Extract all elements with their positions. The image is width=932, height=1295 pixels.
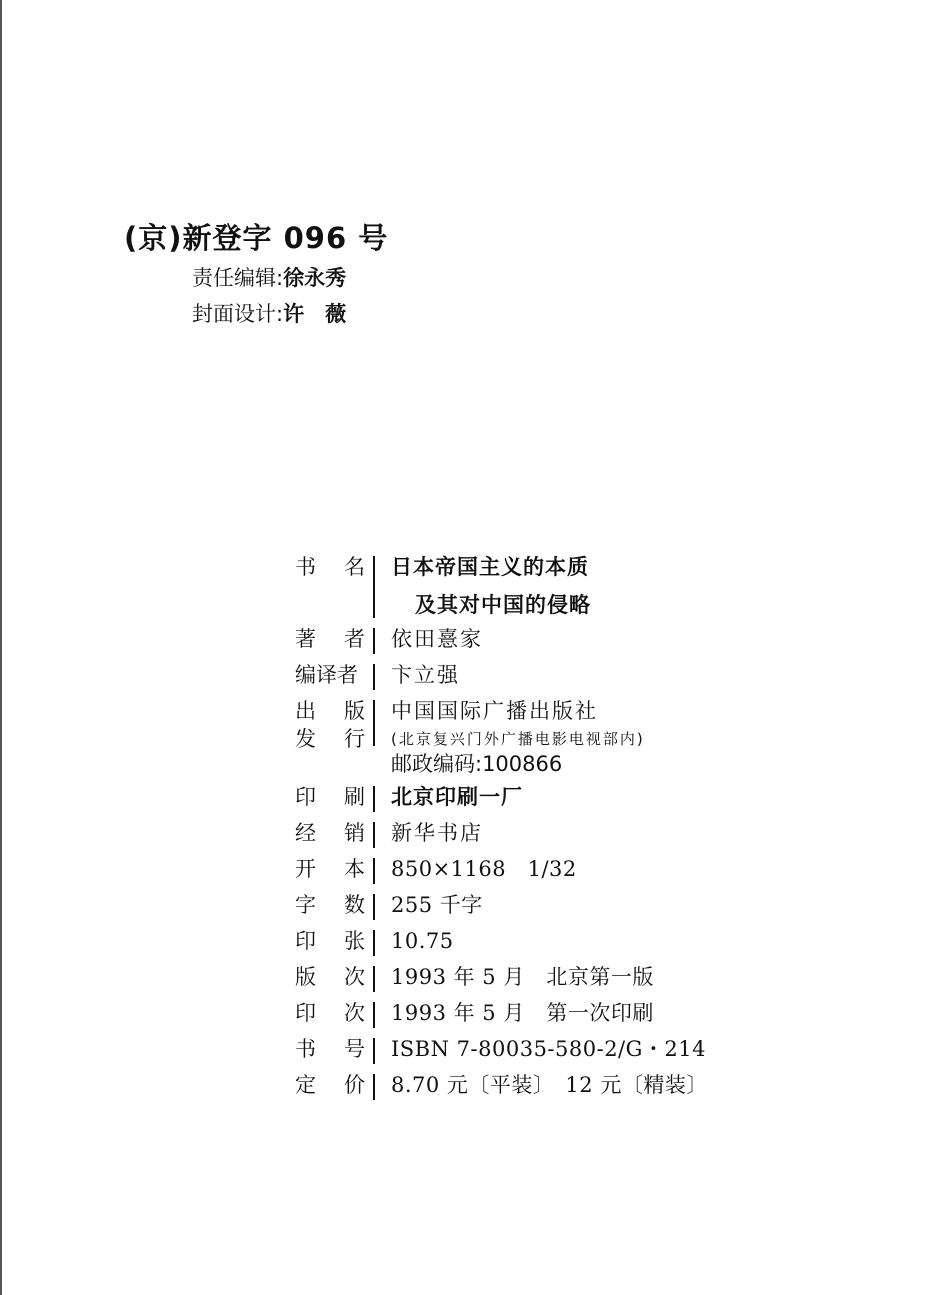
credit-cover-design [192,298,346,328]
colophon-divider [373,556,375,618]
colophon-divider [373,786,375,812]
seller-label: 经 销 [295,821,365,845]
sheets-value: 10.75 [391,929,454,953]
format-label: 开 本 [295,857,365,881]
colophon-divider [373,894,375,920]
wordcount-value: 255 千字 [391,893,483,917]
colophon-divider [373,628,375,654]
colophon-row-printing [295,998,715,1034]
credit-editor-label: 责任编辑: [192,266,284,290]
colophon-divider [373,664,375,690]
postal-code: 邮政编码:100866 [391,752,563,776]
edition-value: 1993 年 5 月 北京第一版 [391,965,654,989]
printing-label: 印 次 [295,1001,365,1025]
seller-value: 新华书店 [391,821,483,845]
colophon-row-isbn [295,1034,715,1070]
page-left-edge-rule [0,0,2,1295]
colophon-divider [373,1074,375,1100]
printer-value: 北京印刷一厂 [391,785,523,809]
colophon-row-translator [295,660,715,696]
author-value: 依田憙家 [391,627,483,651]
printing-value: 1993 年 5 月 第一次印刷 [391,1001,654,1025]
price-label: 定 价 [295,1073,365,1097]
colophon-row-edition [295,962,715,998]
colophon-row-author [295,624,715,660]
publisher-value: 中国国际广播出版社 [391,699,598,723]
edition-label: 版 次 [295,965,365,989]
title-label: 书 名 [295,555,365,579]
colophon-row-format [295,854,715,890]
colophon-row-publisher [295,696,715,782]
colophon-row-sheets [295,926,715,962]
registration-number: (京)新登字 096 号 [124,221,389,255]
colophon-divider [373,700,375,746]
colophon-divider [373,930,375,956]
colophon-divider [373,1002,375,1028]
colophon-row-printer [295,782,715,818]
colophon-table [295,552,715,1106]
title-line-2: 及其对中国的侵略 [415,593,591,617]
credit-editor-value: 徐永秀 [283,266,347,290]
wordcount-label: 字 数 [295,893,365,917]
format-value: 850×1168 1/32 [391,857,577,881]
colophon-row-price [295,1070,715,1106]
colophon-row-seller [295,818,715,854]
credit-editor [192,262,346,292]
distributor-label: 发 行 [295,727,365,751]
translator-value: 卞立强 [391,663,460,687]
price-value: 8.70 元〔平装〕 12 元〔精装〕 [391,1073,708,1097]
publisher-address: (北京复兴门外广播电影电视部内) [391,730,645,748]
colophon-row-title [295,552,715,624]
printer-label: 印 刷 [295,785,365,809]
credit-cover-value: 许 薇 [283,302,347,326]
author-label: 著 者 [295,627,365,651]
publisher-label: 出 版 [295,699,365,723]
credit-cover-label: 封面设计: [192,302,284,326]
colophon-divider [373,858,375,884]
translator-label: 编译者 [295,663,358,687]
isbn-label: 书 号 [295,1037,365,1061]
colophon-divider [373,822,375,848]
colophon-row-wordcount [295,890,715,926]
colophon-divider [373,1038,375,1064]
sheets-label: 印 张 [295,929,365,953]
colophon-divider [373,966,375,992]
isbn-value: ISBN 7-80035-580-2/G・214 [391,1037,706,1061]
title-line-1: 日本帝国主义的本质 [391,555,589,579]
